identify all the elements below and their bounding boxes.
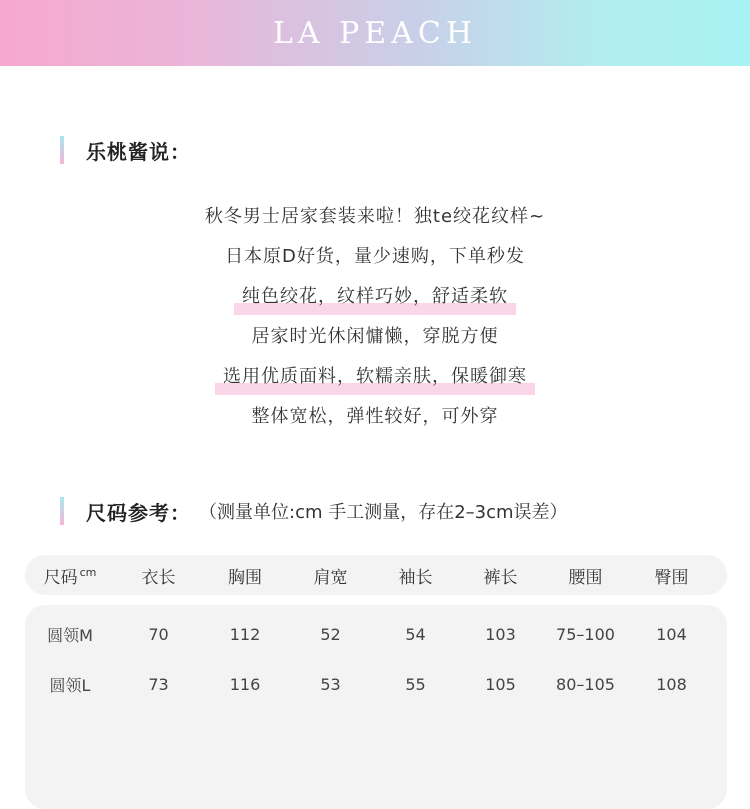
description-line-highlighted: 纯色绞花，纹样巧妙，舒适柔软 [0,277,750,317]
unit-label: cm [79,565,97,579]
intro-section-header [60,135,191,165]
header-cell: 胸围 [228,567,262,588]
table-cell: 80–105 [556,674,615,694]
row-label: 圆领L [49,675,91,695]
header-cell: 衣长 [141,567,176,588]
description-line: 日本原D好货，量少速购，下单秒发 [225,246,525,267]
description-line: 居家时光休闲慵懒，穿脱方便 [251,326,499,347]
table-row [25,609,727,659]
size-measurement-note: （测量单位:cm 手工测量，存在2–3cm误差） [199,502,568,523]
size-table-header [25,555,727,595]
table-cell: 105 [485,674,516,694]
table-cell: 116 [229,674,261,694]
brand-logo: LA PEACH [273,15,477,51]
size-section-header [60,496,568,526]
size-table [25,555,727,809]
table-cell: 104 [656,624,687,644]
section-accent-bar [60,136,64,164]
table-cell: 54 [405,624,426,644]
brand-banner [0,0,750,66]
description-line: 秋冬男士居家套装来啦！独te绞花纹样~ [204,206,546,227]
description-line: 整体宽松，弹性较好，可外穿 [251,406,499,427]
table-cell: 73 [148,674,169,694]
table-row [25,659,727,709]
header-size: 尺码 $^{cm}$ [43,565,97,588]
table-cell: 75–100 [556,624,615,644]
row-label: 圆领M [47,625,93,645]
header-cell: 腰围 [568,567,603,588]
header-cell: 裤长 [483,567,518,588]
table-cell: 103 [485,624,516,644]
size-title: 尺码参考： [86,500,191,525]
header-cell: 肩宽 [313,567,348,588]
table-cell: 53 [320,674,341,694]
description-list [0,197,750,437]
table-cell: 52 [320,624,341,644]
table-cell: 70 [148,624,169,644]
header-cell: 袖长 [398,567,433,588]
table-cell: 108 [656,674,687,694]
intro-title: 乐桃酱说： [86,139,191,164]
size-table-body [25,605,727,809]
table-cell: 112 [229,624,261,644]
section-accent-bar [60,497,64,525]
description-line-highlighted: 选用优质面料，软糯亲肤，保暖御寒 [0,357,750,397]
table-cell: 55 [405,674,426,694]
header-cell: 臀围 [654,567,689,588]
